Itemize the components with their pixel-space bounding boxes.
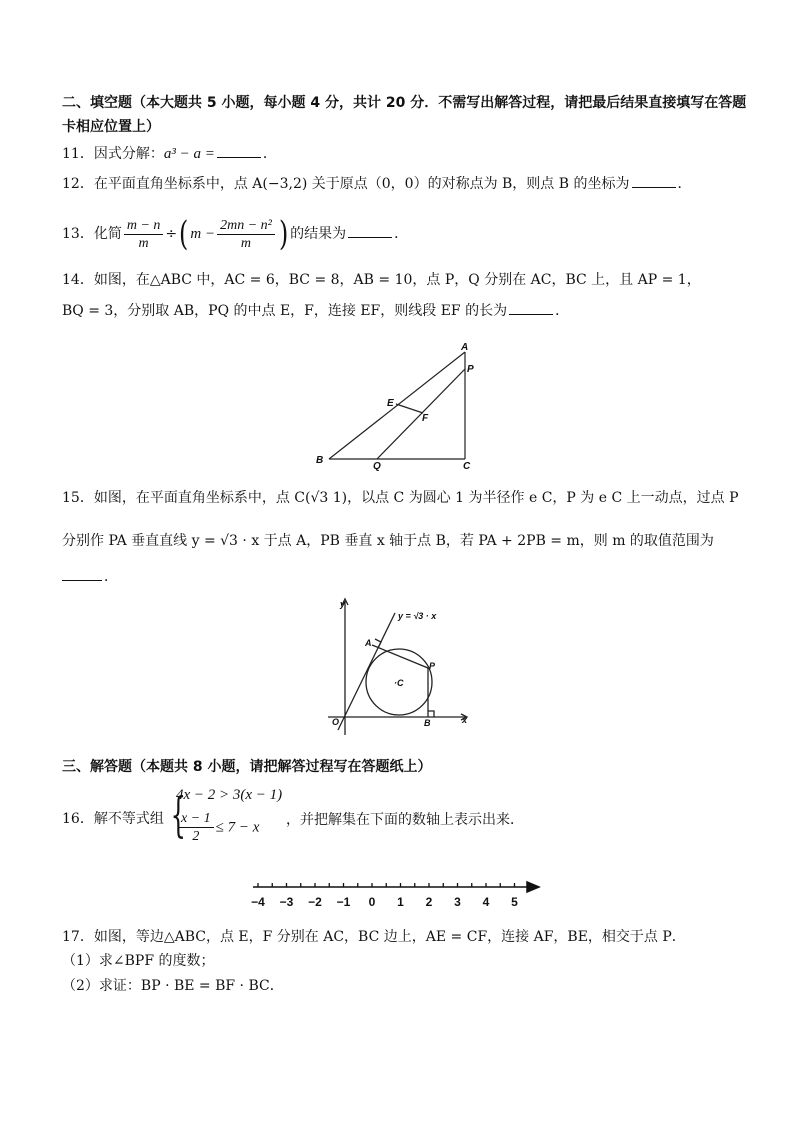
q16-ineq2-rhs: ≤ 7 − x [215, 819, 260, 836]
q12-answer-blank [632, 173, 676, 188]
label-x: x [462, 715, 468, 725]
right-angle-b [428, 711, 434, 717]
label-b-fig: B [424, 718, 431, 728]
question-15-line2: 分别作 PA 垂直直线 y = √3 · x 于点 A，PB 垂直 x 轴于点 B，若 PA + 2PB = m，则 m 的取值范围为 [62, 533, 714, 549]
coordinate-figure [320, 595, 480, 745]
label-f: F [422, 413, 429, 424]
q13-frac2-denominator: m [240, 235, 252, 251]
q11-number: 11． [62, 146, 94, 162]
q13-fraction-1 [124, 217, 164, 252]
q16-post: ，并把解集在下面的数轴上表示出来． [286, 812, 524, 828]
number-line-label: −2 [308, 895, 322, 909]
label-p: P [467, 364, 474, 375]
label-e: E [387, 398, 394, 409]
label-q: Q [373, 461, 381, 472]
q11-expression: a³ − a = [163, 146, 215, 162]
q11-answer-blank [217, 143, 261, 158]
question-17-line1: 17．如图，等边△ABC，点 E，F 分别在 AC，BC 边上，AE = CF，连接 AF，BE，相交于点 P． [62, 929, 686, 945]
number-line-arrow [527, 882, 539, 892]
question-16-number: 16．解不等式组 [62, 811, 164, 827]
q13-right-paren: ) [278, 214, 289, 254]
q13-frac1-numerator: m − n [124, 217, 164, 235]
question-14-line1: 14．如图，在△ABC 中，AC = 6，BC = 8，AB = 10，点 P，Q 分别在 AC，BC 上，且 AP = 1， [62, 272, 701, 288]
question-17-part1: （1）求∠BPF 的度数； [62, 953, 215, 969]
q16-inequality-1: 4x − 2 > 3(x − 1) [176, 787, 283, 803]
segment-ab [329, 352, 465, 459]
q12-text: 在平面直角坐标系中，点 A(−3,2) 关于原点（0，0）的对称点为 B，则点 B 的坐标为 [93, 176, 630, 192]
question-15-line3 [62, 566, 118, 587]
label-o: O [332, 717, 340, 727]
number-line-label: −3 [279, 895, 294, 909]
label-b: B [316, 455, 324, 466]
section-2-header-line1: 二、填空题（本大题共 5 小题，每小题 4 分，共计 20 分．不需写出解答过程，请把最后结果直接填写在答题 [62, 95, 747, 111]
label-p-fig: P [429, 661, 436, 671]
number-line [245, 874, 545, 914]
segment-qp [377, 369, 465, 459]
question-17-part2: （2）求证：BP · BE = BF · BC． [62, 978, 284, 994]
q13-inner-m: m − [190, 226, 216, 242]
q12-number: 12． [62, 176, 94, 192]
label-a: A [461, 342, 469, 353]
number-line-label: 1 [397, 895, 404, 909]
q14-end: ． [555, 303, 570, 319]
number-line-label: 5 [511, 895, 518, 909]
segment-ef [396, 404, 423, 413]
q14-answer-blank [509, 300, 553, 315]
q13-number: 13． [62, 226, 94, 242]
question-15-line1: 15．如图，在平面直角坐标系中，点 C(√3 1)，以点 C 为圆心 1 为半径作 e C，P 为 e C 上一动点，过点 P [62, 490, 739, 506]
q13-frac2-numerator: 2mn − n² [217, 217, 275, 235]
q13-post: 的结果为 [290, 226, 347, 242]
q11-text: 因式分解： [93, 146, 164, 162]
number-line-label: 2 [425, 895, 433, 909]
q14-line2-text: BQ = 3，分别取 AB，PQ 的中点 E，F，连接 EF，则线段 EF 的长为 [62, 303, 508, 319]
number-line-label: 4 [482, 895, 490, 909]
q13-end: ． [394, 226, 409, 242]
number-line-label: −1 [336, 895, 351, 909]
label-line: y = √3 · x [398, 611, 437, 621]
section-3-header: 三、解答题（本题共 8 小题，请把解答过程写在答题纸上） [62, 759, 432, 775]
label-a-fig: A [365, 638, 372, 648]
question-12 [62, 173, 692, 194]
q15-end: ． [104, 569, 118, 585]
q16-ineq2-fraction [178, 810, 214, 845]
q11-end: ． [262, 146, 277, 162]
label-y: y [340, 599, 346, 609]
number-line-label: 0 [368, 895, 376, 909]
q13-fraction-2 [217, 217, 275, 252]
question-14-line2 [62, 300, 569, 321]
number-line-label: −4 [251, 895, 265, 909]
label-c: C [463, 461, 471, 472]
q13-pre: 化简 [93, 226, 122, 242]
q16-inequality-2 [176, 810, 259, 845]
q16-ineq2-denominator: 2 [192, 829, 200, 844]
q15-answer-blank [62, 566, 102, 581]
triangle-figure [310, 338, 490, 473]
q13-operator: ÷ [165, 226, 178, 242]
section-2-header-line2: 卡相应位置上） [62, 119, 160, 135]
q13-frac1-denominator: m [138, 235, 149, 251]
question-13 [62, 212, 408, 256]
q12-end: ． [677, 176, 692, 192]
question-11 [62, 143, 277, 164]
label-c-fig: ·C [394, 678, 404, 688]
q13-left-paren: ( [179, 214, 189, 254]
q16-brace: { [170, 787, 186, 843]
q13-answer-blank [348, 223, 392, 238]
q16-ineq2-numerator: x − 1 [178, 810, 214, 828]
number-line-label: 3 [454, 895, 461, 909]
